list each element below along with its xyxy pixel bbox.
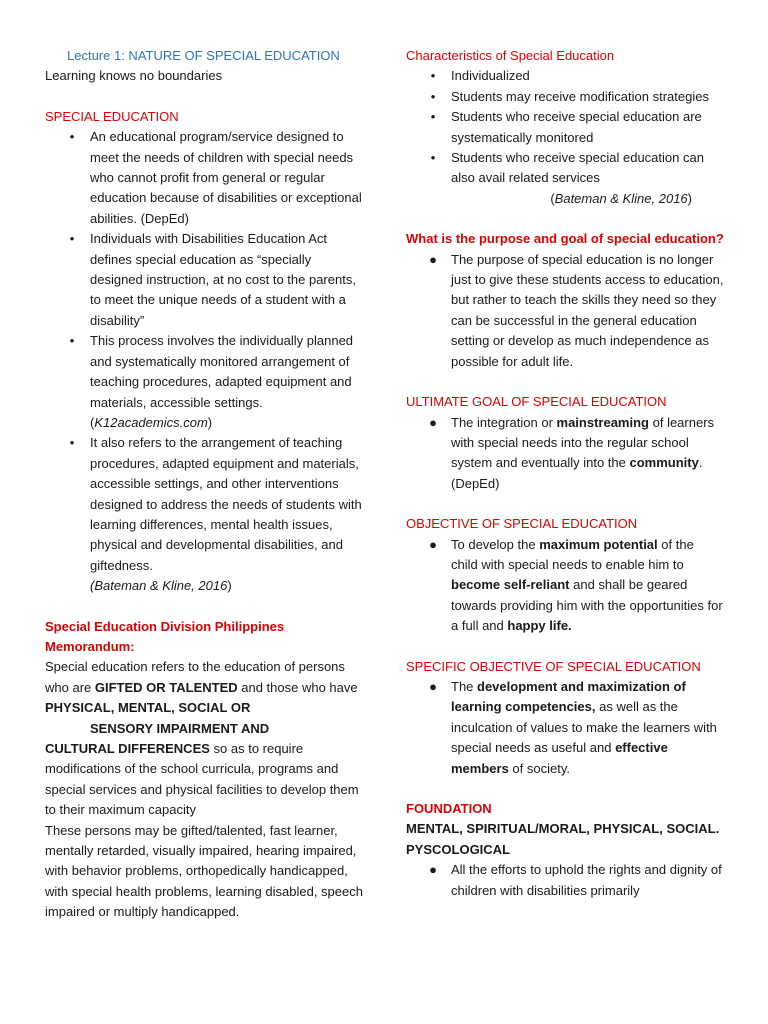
memo-paragraph-2: These persons may be gifted/talented, fast learner, mentally retarded, visually impaired, hearing impaired, with behavior problems, orthopedically handicapped, with special health problems, learning disabled, speech impaired or multiply handicapped. [45,822,363,920]
bullet-icon: ● [429,251,437,267]
characteristics-list [406,66,724,188]
list-item: • It also refers to the arrangement of teaching procedures, adapted equipment and materials, accessible settings, and other interventions designed to address the needs of students with learning differences, mental health issues, physical and developmental disabilities, and giftedness. (Bateman & Kline, 2016) [45,433,367,596]
list-item: ● To develop the maximum potential of the child with special needs to enable him to become self-reliant and shall be geared towards providing him with the opportunities for a full and happy life. [429,536,723,634]
citation: (Bateman & Kline, 2016) [550,190,692,206]
list-item: • Students who receive special education are systematically monitored [406,107,724,148]
bullet-icon: • [69,129,75,145]
special-education-list [45,127,367,596]
lecture-title: Lecture 1: NATURE OF SPECIAL EDUCATION [67,48,340,63]
bullet-icon: ● [429,678,437,694]
purpose-heading: What is the purpose and goal of special education? [406,231,724,247]
memo-heading: Special Education Division Philippines Memorandum: [45,618,285,654]
bullet-icon: ● [429,536,437,552]
specific-objective-list [406,677,724,779]
bullet-icon: • [430,109,436,125]
purpose-list [406,250,724,372]
list-item: ● The integration or mainstreaming of learners with special needs into the regular school system and eventually into the community. (DepEd) [429,414,715,491]
bullet-icon: • [69,435,75,451]
list-item: • Students may receive modification strategies [406,87,724,107]
list-item: • This process involves the individually planned and systematically monitored arrangement of teaching procedures, adapted equipment and materials, accessible settings. (K12academics.com) [45,331,367,433]
tagline: Learning knows no boundaries [45,68,223,84]
ultimate-goal-list [406,413,724,495]
foundation-subheading: MENTAL, SPIRITUAL/MORAL, PHYSICAL, SOCIAL. [406,821,720,837]
citation: (Bateman & Kline, 2016 [90,578,228,594]
special-education-heading: SPECIAL EDUCATION [45,108,179,124]
bullet-icon: ● [429,414,437,430]
list-item: • Students who receive special education can also avail related services [406,148,724,189]
bullet-icon: ● [429,862,437,878]
specific-objective-heading: SPECIFIC OBJECTIVE OF SPECIAL EDUCATION [406,658,701,674]
bullet-icon: • [430,150,436,166]
ultimate-goal-heading: ULTIMATE GOAL OF SPECIAL EDUCATION [406,394,667,410]
foundation-subheading-2: PYSCOLOGICAL [406,841,511,857]
left-column [45,46,367,923]
bullet-icon: • [69,333,75,349]
bullet-icon: • [430,88,436,104]
characteristics-heading: Characteristics of Special Education [406,48,615,63]
list-item: • Individuals with Disabilities Education Act defines special education as “specially designed instruction, at no cost to the parents, to meet the unique needs of a student with a disability” [45,229,367,331]
foundation-heading: FOUNDATION [406,801,492,816]
objective-list [406,535,724,637]
foundation-list [406,860,724,901]
memo-paragraph: Special education refers to the education of persons who are GIFTED OR TALENTED and those who have PHYSICAL, MENTAL, SOCIAL OR SENSORY IMPAIRMENT AND CULTURAL DIFFERENCES so as to require modifications of the school curricula, programs and special services and physical facilities to develop them to their maximum capacity [45,659,359,818]
list-item: ● All the efforts to uphold the rights and dignity of children with disabilities primarily [429,862,722,898]
right-column [406,46,724,901]
list-item: • An educational program/service designed to meet the needs of children with special needs who cannot profit from general or regular education because of disabilities or exceptional abilities. (DepEd) [45,127,367,229]
list-item: ● The purpose of special education is no longer just to give these students access to education, but rather to teach the skills they need so they can be successful in the general education setting or develop as much independence as possible for adult life. [429,251,724,369]
objective-heading: OBJECTIVE OF SPECIAL EDUCATION [406,516,638,532]
list-item: ● The development and maximization of learning competencies, as well as the inculcation of values to make the learners with special needs as useful and effective members of society. [429,678,717,776]
bullet-icon: • [69,231,75,247]
bullet-icon: • [430,68,436,84]
list-item: • Individualized [406,66,724,86]
